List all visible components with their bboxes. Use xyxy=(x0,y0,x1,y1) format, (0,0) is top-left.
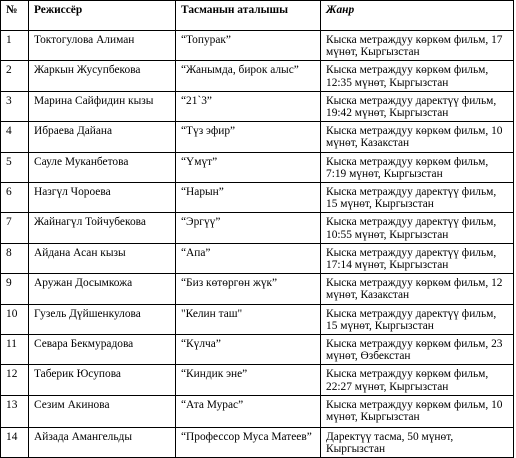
row-num: 2 xyxy=(1,61,29,91)
row-genre: Кыска метраждуу даректүү фильм, 19:42 мүнөт, Кыргызстан xyxy=(321,91,514,121)
row-num: 10 xyxy=(1,304,29,334)
row-num: 5 xyxy=(1,152,29,182)
row-director: Токтогулова Алиман xyxy=(29,31,176,61)
table-row xyxy=(1,61,514,91)
row-genre: Кыска метраждуу көркөм фильм, 10 мүнөт, Казакстан xyxy=(321,122,514,152)
table-row xyxy=(1,213,514,243)
row-num: 9 xyxy=(1,274,29,304)
row-num: 12 xyxy=(1,365,29,395)
row-director: Марина Сайфидин кызы xyxy=(29,91,176,121)
row-director: Севара Бекмурадова xyxy=(29,335,176,365)
row-genre: Кыска метраждуу даректүү фильм, 15 мүнөт, Кыргызстан xyxy=(321,183,514,213)
row-genre: Кыска метраждуу даректүү фильм, 10:55 мүнөт, Кыргызстан xyxy=(321,213,514,243)
row-genre: Даректүү тасма, 50 мүнөт, Кыргызстан xyxy=(321,427,514,457)
row-genre: Кыска метраждуу көркөм фильм, 17 мүнөт, Кыргызстан xyxy=(321,31,514,61)
table-row xyxy=(1,122,514,152)
row-title: “Үмүт” xyxy=(176,152,321,182)
row-title: “Киндик эне” xyxy=(176,365,321,395)
row-num: 1 xyxy=(1,31,29,61)
table-row xyxy=(1,152,514,182)
row-title: “Түз эфир” xyxy=(176,122,321,152)
table-row xyxy=(1,31,514,61)
row-title: “Нарын” xyxy=(176,183,321,213)
header-director: Режиссёр xyxy=(29,1,176,31)
row-num: 13 xyxy=(1,395,29,427)
header-num: № xyxy=(1,1,29,31)
row-genre: Кыска метраждуу көркөм фильм, 12 мүнөт, Казакстан xyxy=(321,274,514,304)
row-genre: Кыска метраждуу көркөм фильм, 22:27 мүнөт, Кыргызстан xyxy=(321,365,514,395)
row-title: “Апа” xyxy=(176,243,321,273)
row-genre: Кыска метраждуу даректүү фильм, 17:14 мүнөт, Кыргызстан xyxy=(321,243,514,273)
row-director: Аружан Досымкожа xyxy=(29,274,176,304)
table-row xyxy=(1,365,514,395)
row-title: “21`3” xyxy=(176,91,321,121)
row-director: Гузель Дүйшенкулова xyxy=(29,304,176,334)
header-genre: Жанр xyxy=(321,1,514,31)
row-director: Ибраева Дайана xyxy=(29,122,176,152)
row-director: Сезим Акинова xyxy=(29,395,176,427)
row-num: 11 xyxy=(1,335,29,365)
table-row xyxy=(1,335,514,365)
row-genre: Кыска метраждуу көркөм фильм, 23 мүнөт, Өзбекстан xyxy=(321,335,514,365)
row-title: “Жанымда, бирок алыс” xyxy=(176,61,321,91)
table-row xyxy=(1,91,514,121)
row-director: Жайнагүл Тойчубекова xyxy=(29,213,176,243)
row-genre: Кыска метраждуу көркөм фильм, 10 мүнөт, Кыргызстан xyxy=(321,395,514,427)
header-title: Тасманын аталышы xyxy=(176,1,321,31)
row-title: “Эргүү” xyxy=(176,213,321,243)
row-num: 8 xyxy=(1,243,29,273)
table-row xyxy=(1,395,514,427)
table-row xyxy=(1,427,514,457)
row-title: "Келин таш" xyxy=(176,304,321,334)
row-director: Назгүл Чороева xyxy=(29,183,176,213)
row-genre: Кыска метраждуу көркөм фильм, 7:19 мүнөт, Кыргызстан xyxy=(321,152,514,182)
row-director: Сауле Муканбетова xyxy=(29,152,176,182)
row-genre: Кыска метраждуу даректүү фильм, 15 мүнөт, Кыргызстан xyxy=(321,304,514,334)
row-title: “Ата Мурас” xyxy=(176,395,321,427)
row-num: 6 xyxy=(1,183,29,213)
table-row xyxy=(1,183,514,213)
row-num: 3 xyxy=(1,91,29,121)
table-row xyxy=(1,304,514,334)
row-director: Таберик Юсупова xyxy=(29,365,176,395)
row-title: “Биз көтөргөн жүк” xyxy=(176,274,321,304)
row-director: Жаркын Жусупбекова xyxy=(29,61,176,91)
row-title: “Топурак” xyxy=(176,31,321,61)
table-row xyxy=(1,274,514,304)
table-header-row xyxy=(1,1,514,31)
row-director: Айдана Асан кызы xyxy=(29,243,176,273)
row-title: “Күлча” xyxy=(176,335,321,365)
row-num: 4 xyxy=(1,122,29,152)
row-director: Айзада Амангельды xyxy=(29,427,176,457)
table-row xyxy=(1,243,514,273)
row-title: “Профессор Муса Матеев” xyxy=(176,427,321,457)
row-num: 14 xyxy=(1,427,29,457)
row-genre: Кыска метраждуу көркөм фильм, 12:35 мүнөт, Кыргызстан xyxy=(321,61,514,91)
row-num: 7 xyxy=(1,213,29,243)
